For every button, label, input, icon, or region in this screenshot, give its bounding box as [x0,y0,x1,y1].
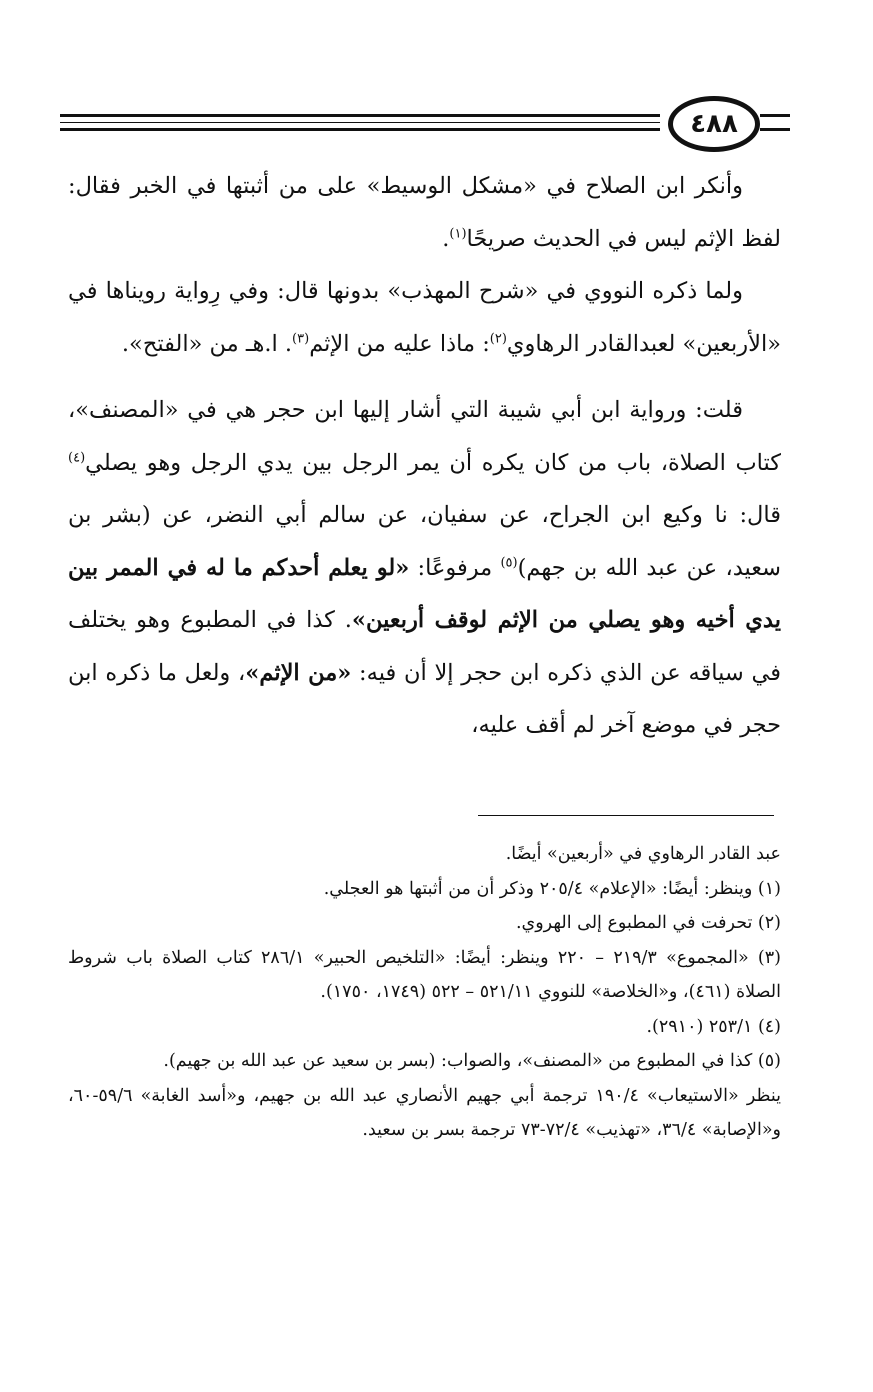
hadith-quote: «لو يعلم أحدكم ما له في الممر بين يدي أخيه وهو يصلي من الإثم لوقف أربعين» [68,554,781,633]
footnote-ref-1: (١) [449,226,467,241]
footnote-6: ينظر «الاستيعاب» ١٩٠/٤ ترجمة أبي جهيم الأنصاري عبد الله بن جهيم، و«أسد الغابة» ٥٩/٦-٦٠، و«الإصابة» ٣٦/٤، «تهذيب» ٧٢/٤-٧٣ ترجمة بسر بن سعيد. [68,1085,781,1140]
footnotes [68,837,781,1148]
paragraph-3-text-c: مرفوعًا: [409,554,501,581]
paragraph-1-text: وأنكر ابن الصلاح في «مشكل الوسيط» على من أثبتها في الخبر فقال: لفظ الإثم ليس في الحديث صريحًا [68,173,781,252]
footnote-ref-3: (٣) [292,331,310,346]
page-header [60,92,790,152]
footnote-ref-2: (٢) [489,331,507,346]
paragraph-2 [68,265,781,370]
paragraph-2-text-b: : ماذا عليه من الإثم [309,330,490,357]
paragraph-1-end: . [442,225,450,252]
paragraph-3-text-e: ، ولعل ما ذكره ابن حجر في موضع آخر لم أقف عليه، [68,659,781,738]
footnote-continuation: عبد القادر الرهاوي في «أربعين» أيضًا. [505,844,781,864]
paragraph-3-text-d: . كذا في المطبوع وهو يختلف في سياقه عن الذي ذكره ابن حجر إلا أن فيه: [68,607,781,686]
paragraph-3-text-a: قلت: ورواية ابن أبي شيبة التي أشار إليها ابن حجر هي في «المصنف»، كتاب الصلاة، باب من كان يكره أن يمر الرجل بين يدي الرجل وهو يصلي [68,397,781,476]
header-rule-middle [60,122,660,123]
paragraph-3 [68,384,781,752]
footnote-1: (١) وينظر: أيضًا: «الإعلام» ٢٠٥/٤ وذكر أن من أثبتها هو العجلي. [323,878,781,899]
header-rule-bottom [60,128,660,131]
main-text [68,160,781,752]
paragraph-3-text-b: قال: نا وكيع ابن الجراح، عن سفيان، عن سالم أبي النضر، عن (بشر بن سعيد، عن عبد الله بن جهم) [68,502,782,581]
paragraph-2-text-a: ولما ذكره النووي في «شرح المهذب» بدونها قال: وفي رِواية رويناها في «الأربعين» لعبدالقادر الرهاوي [68,278,781,357]
footnote-separator [478,815,774,816]
footnote-ref-5: (٥) [500,555,518,570]
footnote-ref-4: (٤) [68,450,86,465]
page-number: ٤٨٨ [668,96,760,152]
footnote-5: (٥) كذا في المطبوع من «المصنف»، والصواب: (بسر بن سعيد عن عبد الله بن جهيم). [163,1051,781,1071]
footnote-3: (٣) «المجموع» ٢١٩/٣ – ٢٢٠ وينظر: أيضًا: «التلخيص الحبير» ٢٨٦/١ كتاب الصلاة باب شروط الصلاة (٤٦١)، و«الخلاصة» للنووي ٥٢١/١١ – ٥٢٢ (١٧٤٩، ١٧٥٠). [68,947,781,1002]
header-rule-top [60,114,660,117]
paragraph-1 [68,160,781,265]
paragraph-2-text-c: . ا.هـ من «الفتح». [121,330,293,357]
footnote-2: (٢) تحرفت في المطبوع إلى الهروي. [515,913,781,933]
footnote-4: (٤) ٢٥٣/١ (٢٩١٠). [646,1016,781,1037]
page-number-ornament [658,96,768,148]
quoted-phrase: «من الإثم» [245,659,352,686]
